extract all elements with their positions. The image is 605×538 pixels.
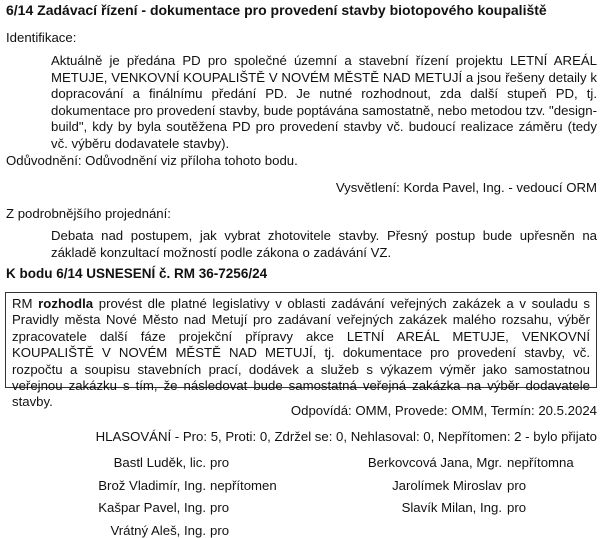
identification-text: Aktuálně je předána PD pro společné územní a stavební řízení projektu LETNÍ AREÁL METUJE, VENKOVNÍ KOUPALIŠTĚ V NOVÉM MĚSTĚ NAD METUJÍ a jsou řešeny detaily k dopracování a finálnímu předání PD. Je nutné rozhodnout, zda další stupeň PD, tj. dokumentace pro provedení stavby, bude poptávána samostatně, nebo metodou tzv. "design-build", kdy by byla soutěžena PD pro provedení stavby vč. budoucí realizace záměru (tedy vč. výběru dodavatele stavby).	[51, 53, 597, 151]
voter-name: Slavík Milan, Ing.	[401, 500, 502, 515]
resolution-text: provést dle platné legislativy v oblasti zadávání veřejných zakázek a v souladu s Pravidly města Nové Město nad Metují pro zadávaní veřejných zakázek malého rozsahu, výběr zpracovatele další fáze projekční přípravy akce LETNÍ AREÁL METUJE, VENKOVNÍ KOUPALIŠTĚ V NOVÉM MĚSTĚ NAD METUJÍ, tj. dokumentace pro provedení stavby, vč. rozpočtu a soupisu stavebních prací, dodávek a služeb s výkazem výměr jako samostatnou veřejnou zakázku s tím, že následovat bude samostatná veřejná zakázka na výběr dodavatele stavby.	[12, 296, 591, 410]
resolution-box	[5, 292, 597, 410]
voter-name: Kašpar Pavel, Ing.	[98, 500, 206, 515]
resolution-verb: rozhodla	[38, 296, 94, 311]
section-title: 6/14 Zadávací řízení - dokumentace pro provedení stavby biotopového koupaliště	[6, 2, 547, 18]
resolution-prefix: RM	[12, 296, 33, 311]
voter-vote: pro	[507, 477, 527, 493]
discussion-text: Debata nad postupem, jak vybrat zhotovitele stavby. Přesný postup bude upřesněn na základě konzultací možností podle zákona o zadávání VZ.	[51, 228, 597, 260]
voter-name: Vrátný Aleš, Ing.	[110, 522, 206, 538]
voter-name: Jarolímek Miroslav	[392, 477, 502, 493]
responsibility-text: Odpovídá: OMM, Provede: OMM, Termín: 20.5.2024	[290, 403, 597, 418]
resolution-heading: K bodu 6/14 USNESENÍ č. RM 36-7256/24	[6, 266, 268, 281]
discussion-label: Z podrobnějšího projednání:	[6, 206, 171, 221]
explanation-text: Vysvětlení: Korda Pavel, Ing. - vedoucí ORM	[335, 180, 597, 195]
voter-name: Brož Vladimír, Ing.	[98, 477, 206, 493]
justification-text: Odůvodnění: Odůvodnění viz příloha tohoto bodu.	[6, 153, 298, 168]
voter-vote: pro	[210, 455, 230, 470]
voter-vote: pro	[210, 522, 230, 538]
voter-vote: nepřítomen	[210, 477, 277, 493]
voter-vote: pro	[507, 500, 527, 515]
voter-name: Bastl Luděk, lic.	[113, 455, 206, 470]
voter-vote: nepřítomna	[507, 455, 574, 470]
voter-name: Berkovcová Jana, Mgr.	[367, 455, 502, 470]
identification-label: Identifikace:	[6, 30, 77, 45]
voter-vote: pro	[210, 500, 230, 515]
voting-summary: HLASOVÁNÍ - Pro: 5, Proti: 0, Zdržel se: 0, Nehlasoval: 0, Nepřítomen: 2 - bylo přijato	[95, 429, 597, 444]
